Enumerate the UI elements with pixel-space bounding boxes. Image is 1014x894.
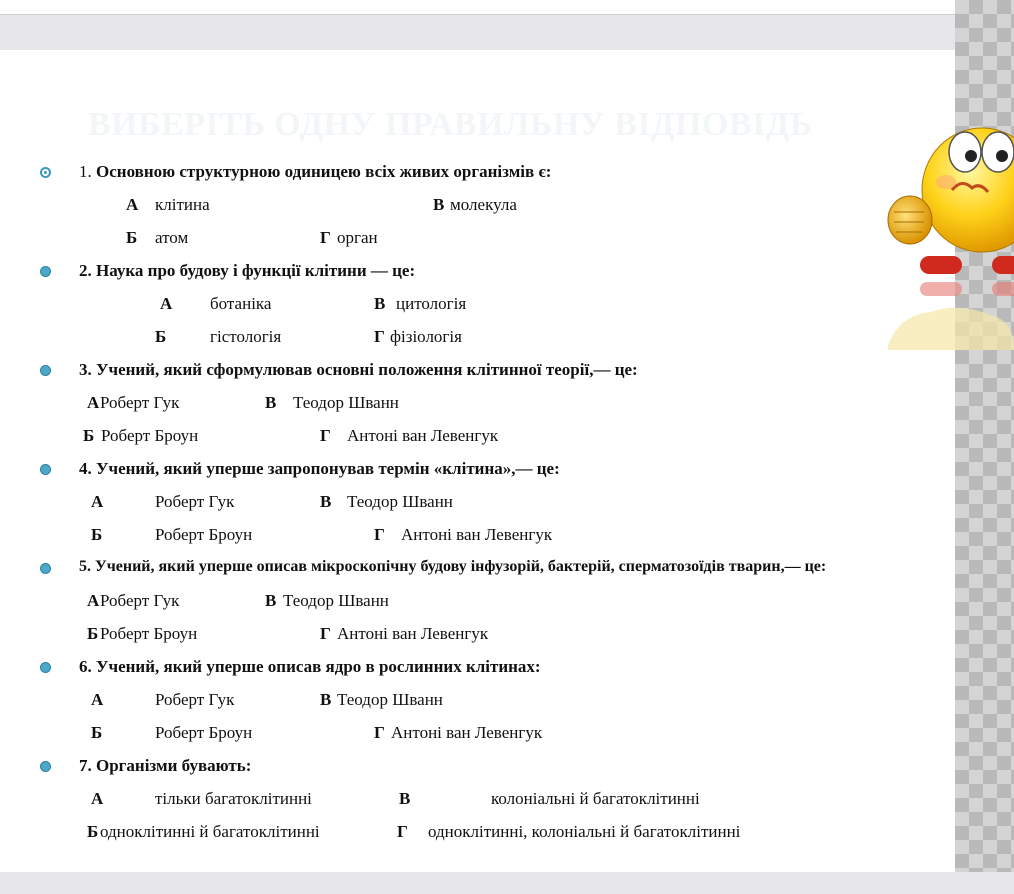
q5-option-v-letter: В — [265, 591, 277, 610]
q5-option-g-letter: Г — [320, 624, 331, 643]
q7-option-g-letter: Г — [397, 822, 408, 841]
question-2: 2. Наука про будову і функції клітини — це: — [79, 261, 416, 280]
q7-option-a-letter: А — [91, 789, 104, 808]
q7-option-b-letter: Б — [87, 822, 99, 841]
bullet-icon — [40, 266, 51, 277]
question-3: 3. Учений, який сформулював основні положення клітинної теорії,— це: — [79, 360, 638, 379]
q1-option-b-text: атом — [155, 228, 189, 247]
q4-option-a-text: Роберт Гук — [155, 492, 235, 511]
q1-option-g-letter: Г — [320, 228, 331, 247]
question-5: 5. Учений, який уперше описав мікроскопічну будову інфузорій, бактерій, сперматозоїдів тварин,— це: — [79, 558, 827, 575]
q1-option-a-text: клітина — [155, 195, 210, 214]
slide-title: ВИБЕРІТЬ ОДНУ ПРАВИЛЬНУ ВІДПОВІДЬ — [88, 106, 813, 143]
q7-option-g-text: одноклітинні, колоніальні й багатоклітинні — [428, 822, 741, 841]
q4-option-b-letter: Б — [91, 525, 103, 544]
q7-option-v-letter: В — [399, 789, 411, 808]
previous-page-edge — [0, 0, 955, 15]
q4-option-g-text: Антоні ван Левенгук — [401, 525, 553, 544]
q4-option-g-letter: Г — [374, 525, 385, 544]
question-1 — [79, 162, 551, 182]
q5-option-b-letter: Б — [87, 624, 99, 643]
q3-option-g-text: Антоні ван Левенгук — [347, 426, 499, 445]
q7-option-a-text: тільки багатоклітинні — [155, 789, 312, 808]
bullet-icon — [40, 365, 51, 376]
q4-option-v-text: Теодор Шванн — [347, 492, 453, 511]
question-1-number: 1. — [79, 162, 96, 181]
q3-option-v-letter: В — [265, 393, 277, 412]
q5-option-a-text: Роберт Гук — [100, 591, 180, 610]
q2-option-g-text: фізіологія — [390, 327, 462, 346]
q5-option-g-text: Антоні ван Левенгук — [337, 624, 489, 643]
q6-option-v-letter: В — [320, 690, 332, 709]
q2-option-b-text: гістологія — [210, 327, 282, 346]
q6-option-g-letter: Г — [374, 723, 385, 742]
q6-option-v-text: Теодор Шванн — [337, 690, 443, 709]
question-1-text: Основною структурною одиницею всіх живих організмів є: — [96, 162, 552, 181]
q2-option-a-text: ботаніка — [210, 294, 272, 313]
q5-option-a-letter: А — [87, 591, 100, 610]
q1-option-v-letter: В — [433, 195, 445, 214]
bullet-icon — [40, 761, 51, 772]
bullet-icon — [40, 167, 51, 178]
q7-option-v-text: колоніальні й багатоклітинні — [491, 789, 700, 808]
q3-option-b-text: Роберт Броун — [101, 426, 199, 445]
q2-option-a-letter: А — [160, 294, 173, 313]
q3-option-b-letter: Б — [83, 426, 95, 445]
q1-option-a-letter: А — [126, 195, 139, 214]
q2-option-v-text: цитологія — [396, 294, 467, 313]
question-7: 7. Організми бувають: — [79, 756, 252, 775]
q3-option-a-letter: А — [87, 393, 100, 412]
bullet-icon — [40, 662, 51, 673]
bullet-icon — [40, 563, 51, 574]
q2-option-b-letter: Б — [155, 327, 167, 346]
q6-option-a-text: Роберт Гук — [155, 690, 235, 709]
q2-option-g-letter: Г — [374, 327, 385, 346]
smiley-face-icon — [880, 120, 1014, 360]
q3-option-g-letter: Г — [320, 426, 331, 445]
q5-option-v-text: Теодор Шванн — [283, 591, 389, 610]
q1-option-b-letter: Б — [126, 228, 138, 247]
q4-option-v-letter: В — [320, 492, 332, 511]
question-4: 4. Учений, який уперше запропонував термін «клітина»,— це: — [79, 459, 560, 478]
q3-option-v-text: Теодор Шванн — [293, 393, 399, 412]
q6-option-a-letter: А — [91, 690, 104, 709]
q6-option-g-text: Антоні ван Левенгук — [391, 723, 543, 742]
question-6: 6. Учений, який уперше описав ядро в рослинних клітинах: — [79, 657, 541, 676]
q2-option-v-letter: В — [374, 294, 386, 313]
q5-option-b-text: Роберт Броун — [100, 624, 198, 643]
q6-option-b-letter: Б — [91, 723, 103, 742]
q6-option-b-text: Роберт Броун — [155, 723, 253, 742]
q4-option-b-text: Роберт Броун — [155, 525, 253, 544]
q4-option-a-letter: А — [91, 492, 104, 511]
q7-option-b-text: одноклітинні й багатоклітинні — [100, 822, 320, 841]
q3-option-a-text: Роберт Гук — [100, 393, 180, 412]
bullet-icon — [40, 464, 51, 475]
q1-option-g-text: орган — [337, 228, 378, 247]
q1-option-v-text: молекула — [450, 195, 517, 214]
